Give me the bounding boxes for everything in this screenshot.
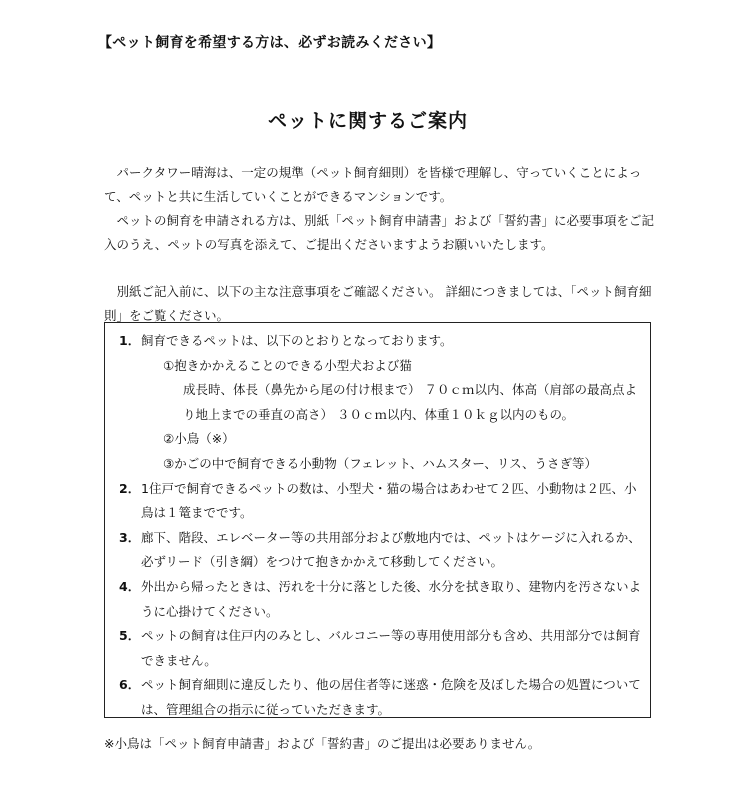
notice-item-4 <box>119 575 642 624</box>
item-text: ペット飼育細則に違反したり、他の居住者等に迷惑・危険を及ぼした場合の処置については、管理組合の指示に従っていただきます。 <box>141 677 641 717</box>
notice-item-3 <box>119 526 642 575</box>
notice-list <box>119 329 642 723</box>
item-number: 4． <box>119 578 141 594</box>
sub-item-size-limits: 成長時、体長（鼻先から尾の付け根まで） ７０ｃｍ以内、体高（肩部の最高点より地上までの垂直の高さ） ３０ｃｍ以内、体重１０ｋｇ以内のもの。 <box>183 382 637 422</box>
page-title: ペットに関するご案内 <box>267 110 468 132</box>
intro-text-2: ペットの飼育を申請される方は、別紙「ペット飼育申請書」および「誓約書」に必要事項をご記入のうえ、ペットの写真を添えて、ご提出くださいますようお願いいたします。 <box>104 213 655 252</box>
sub-item-small-animals: ③かごの中で飼育できる小動物（フェレット、ハムスター、リス、うさぎ等） <box>163 455 597 471</box>
sub-item-birds: ②小鳥（※） <box>163 431 235 447</box>
item-number: 5． <box>119 628 141 644</box>
intro-text-3: 別紙ご記入前に、以下の主な注意事項をご確認ください。 詳細につきましては、「ペット飼育細則」をご覧ください。 <box>104 284 652 323</box>
notice-item-1 <box>119 329 642 477</box>
intro-text-1: パークタワー晴海は、一定の規準（ペット飼育細則）を皆様で理解し、守っていくことによって、ペットと共に生活していくことができるマンションです。 <box>104 165 642 204</box>
intro-paragraph-3 <box>104 280 664 328</box>
notice-item-6 <box>119 673 642 722</box>
footnote: ※小鳥は「ペット飼育申請書」および「誓約書」のご提出は必要ありません。 <box>104 736 541 751</box>
intro-paragraph-1 <box>104 161 664 209</box>
item-number: 1． <box>119 333 141 348</box>
notice-item-5 <box>119 624 642 673</box>
notice-item-2 <box>119 477 642 526</box>
item-number: 6． <box>119 677 141 693</box>
item-text: 廊下、階段、エレベーター等の共用部分および敷地内では、ペットはケージに入れるか、必ずリード（引き綱）をつけて抱きかかえて移動してください。 <box>141 529 641 570</box>
item-text: 飼育できるペットは、以下のとおりとなっております。 <box>141 333 453 348</box>
item-text: 1住戸で飼育できるペットの数は、小型犬・猫の場合はあわせて２匹、小動物は２匹、小鳥は１篭までです。 <box>141 480 637 521</box>
header-note: 【ペット飼育を希望する方は、必ずお読みください】 <box>98 35 442 51</box>
item-number: 3． <box>119 529 141 545</box>
item-number: 2． <box>119 480 141 496</box>
notice-box <box>104 322 651 718</box>
sub-item-dogs-cats: ①抱きかかえることのできる小型犬および猫 <box>163 357 412 373</box>
intro-paragraph-2 <box>104 209 664 257</box>
item-text: ペットの飼育は住戸内のみとし、バルコニー等の専用使用部分も含め、共用部分では飼育できません。 <box>141 628 641 668</box>
item-text: 外出から帰ったときは、汚れを十分に落とした後、水分を拭き取り、建物内を汚さないように心掛けてください。 <box>141 578 642 619</box>
